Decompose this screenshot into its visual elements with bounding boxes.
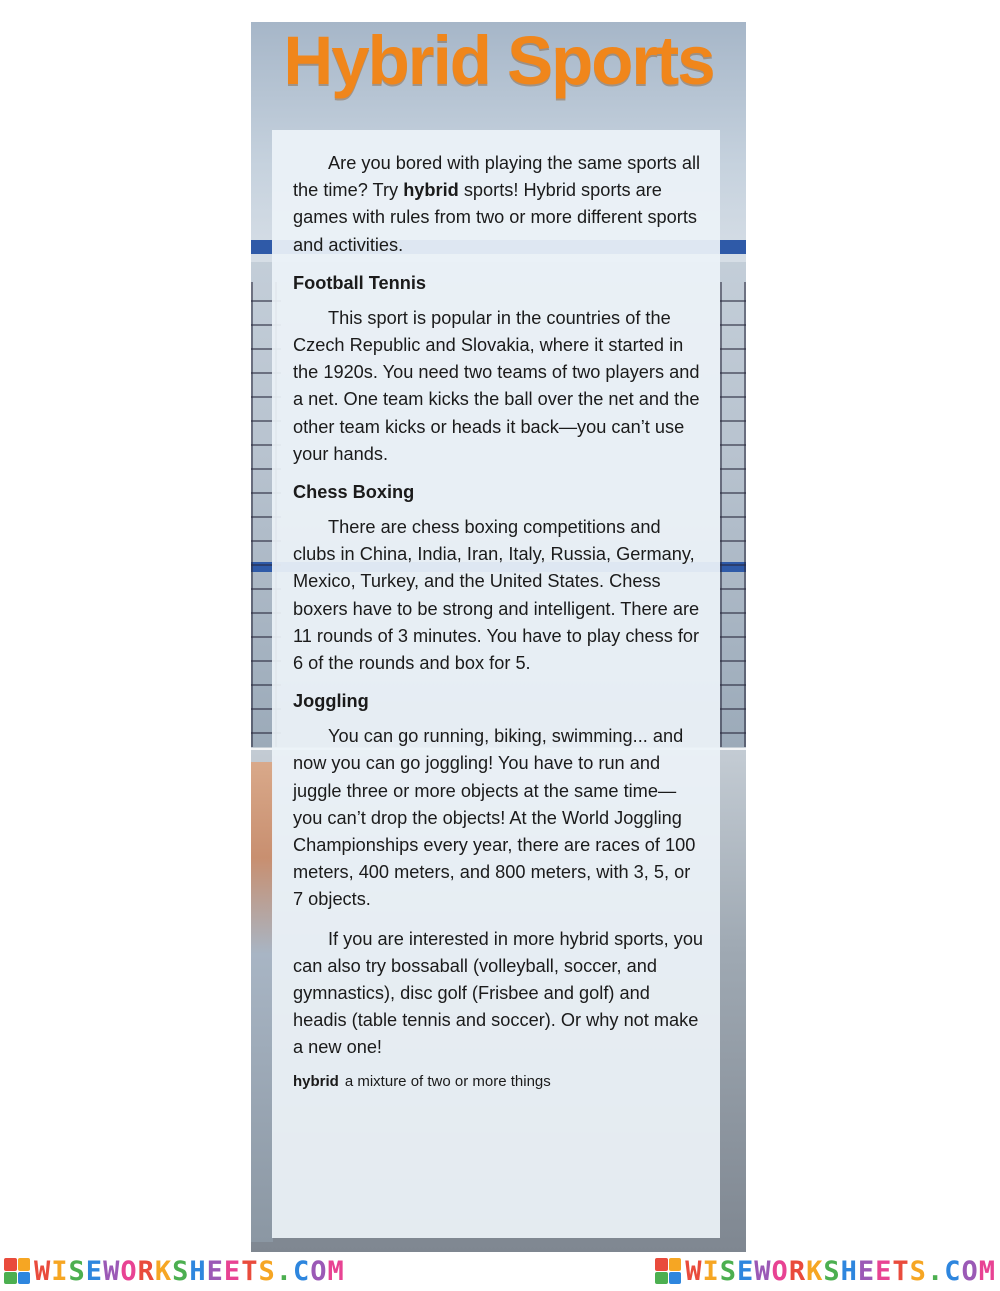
watermark-letter: R: [137, 1255, 155, 1287]
watermark-letter: H: [189, 1255, 207, 1287]
watermark-text: [685, 1255, 996, 1287]
watermark-letter: .: [926, 1255, 945, 1287]
intro-bold-term: hybrid: [403, 180, 459, 201]
intro-text-after: sports! Hybrid sports are games with rules from two or more different sports and activities.: [293, 180, 697, 255]
watermark-letter: S: [823, 1255, 841, 1287]
watermark-letter: I: [702, 1255, 720, 1287]
watermark-letter: E: [206, 1255, 224, 1287]
person-figure: [251, 762, 273, 1242]
watermark-letter: E: [857, 1255, 876, 1287]
section-heading-football-tennis: Football Tennis: [293, 272, 427, 293]
watermark-letter: C: [292, 1255, 311, 1287]
watermark-letter: O: [120, 1255, 138, 1287]
section-heading-chess-boxing: Chess Boxing: [293, 482, 415, 503]
watermark-letter: S: [258, 1255, 276, 1287]
watermark-letter: I: [51, 1255, 69, 1287]
watermark-letter: W: [103, 1255, 121, 1287]
watermark-letter: W: [754, 1255, 772, 1287]
watermark-letter: C: [944, 1255, 962, 1287]
watermark-letter: K: [806, 1255, 824, 1287]
section-paragraph: If you are interested in more hybrid sports, you can also try bossaball (volleyball, soccer, and gymnastics), disc golf (Frisbee and golf) and headis (table tennis and soccer). Or why not make a new one!: [293, 928, 704, 1058]
section-paragraph: There are chess boxing competitions and clubs in China, India, Iran, Italy, Russia, Germany, Mexico, Turkey, and the United States. Chess boxers have to be strong and intelligent. There are 11 rounds of 3 minutes. You have to play chess for 6 of the rounds and box for 5.: [293, 517, 700, 674]
watermark-letter: E: [85, 1255, 104, 1287]
watermark-letter: M: [327, 1255, 345, 1287]
watermark-text: [34, 1255, 345, 1287]
watermark-letter: S: [719, 1255, 738, 1287]
glossary-term: hybrid: [293, 1072, 339, 1090]
watermark-letter: E: [223, 1255, 242, 1287]
intro-text-before: Are you bored with playing the same sports all the time? Try: [293, 153, 701, 201]
section-paragraph: This sport is popular in the countries of the Czech Republic and Slovakia, where it started in the 1920s. You need two teams of two players and a net. One team kicks the ball over the net and the other team kicks or heads it back—you can’t use your hands.: [293, 307, 700, 464]
watermark-letter: O: [961, 1255, 979, 1287]
watermark-letter: S: [909, 1255, 927, 1287]
glossary-definition: a mixture of two or more things: [344, 1072, 551, 1090]
watermark-letter: O: [310, 1255, 328, 1287]
watermark-letter: E: [737, 1255, 755, 1287]
section-heading-joggling: Joggling: [293, 691, 369, 712]
logo-icon: [655, 1258, 681, 1284]
watermark-letter: R: [788, 1255, 807, 1287]
watermark-right: [655, 1255, 996, 1287]
watermark-letter: K: [154, 1255, 173, 1287]
page-title: Hybrid Sports: [283, 22, 714, 99]
watermark-letter: W: [685, 1255, 703, 1287]
watermark-letter: T: [241, 1255, 259, 1287]
watermark-letter: T: [892, 1255, 910, 1287]
watermark-letter: H: [840, 1255, 858, 1287]
watermark-letter: M: [978, 1255, 996, 1287]
watermark-left: [4, 1255, 345, 1287]
watermark-letter: S: [68, 1255, 86, 1287]
logo-icon: [4, 1258, 30, 1284]
section-paragraph: You can go running, biking, swimming... and now you can go joggling! You have to run and juggle three or more objects at the same time—you can’t drop the objects! At the World Joggling Championships every year, there are races of 100 meters, 400 meters, and 800 meters, with 3, 5, or 7 objects.: [293, 726, 696, 910]
article-panel: [272, 130, 720, 1238]
watermark-letter: O: [771, 1255, 789, 1287]
watermark-letter: S: [172, 1255, 190, 1287]
net-right: [720, 282, 746, 782]
watermark-letter: E: [875, 1255, 893, 1287]
watermark-letter: .: [275, 1255, 293, 1287]
watermark-letter: W: [34, 1255, 52, 1287]
glossary-entry: [293, 1072, 704, 1092]
footer-watermark: [0, 1256, 1000, 1286]
intro-paragraph: [293, 150, 704, 259]
